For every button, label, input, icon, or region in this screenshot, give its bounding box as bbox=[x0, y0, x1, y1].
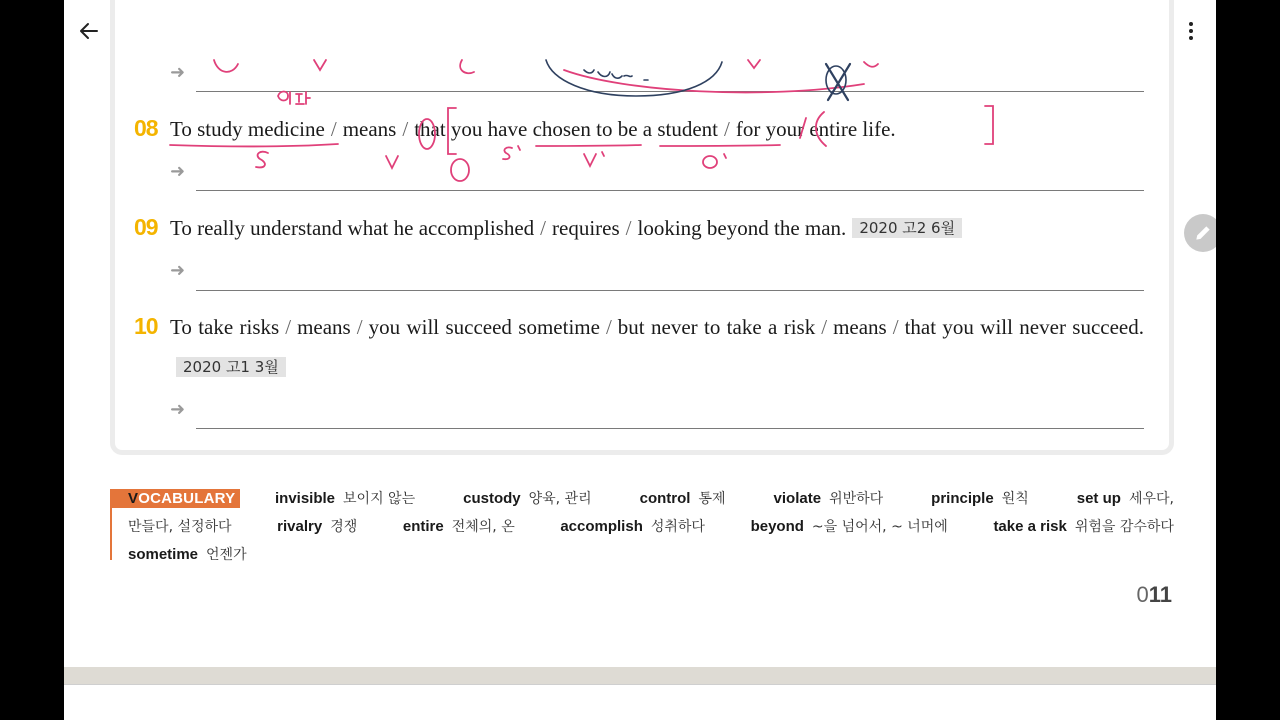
phrase: for your entire life. bbox=[735, 117, 896, 141]
phrase: requires bbox=[552, 216, 620, 240]
more-icon[interactable] bbox=[1174, 14, 1208, 48]
floating-pen-button[interactable] bbox=[1184, 214, 1216, 252]
vocab-entry: beyond ~을 넘어서, ~ 너머에 bbox=[750, 518, 948, 535]
phrase: looking beyond the man. bbox=[637, 216, 847, 240]
vocab-entry: custody 양육, 관리 bbox=[463, 490, 592, 507]
page-number: 011 bbox=[1136, 582, 1172, 607]
notebook-page bbox=[64, 0, 1216, 720]
vocabulary-label: VOCABULARY bbox=[110, 489, 240, 508]
source-badge: 2020 고1 3월 bbox=[176, 357, 286, 377]
vocab-entry: set up 세우다, bbox=[1076, 490, 1174, 507]
phrase: means bbox=[297, 315, 351, 339]
vocab-entry: 만들다, 설정하다 bbox=[128, 519, 232, 535]
answer-line[interactable] bbox=[196, 290, 1144, 291]
vocab-entry: sometime 언젠가 bbox=[128, 546, 247, 563]
vocab-row bbox=[128, 516, 1174, 536]
vocab-entry: invisible 보이지 않는 bbox=[275, 490, 416, 507]
vocab-entry: take a risk 위험을 감수하다 bbox=[993, 518, 1174, 535]
answer-arrow-icon: ➜ bbox=[170, 260, 186, 281]
answer-arrow-icon: ➜ bbox=[170, 161, 186, 182]
phrase: means bbox=[342, 117, 397, 141]
phrase: To really understand what he accomplished bbox=[170, 216, 535, 240]
page-bottom-strip bbox=[64, 667, 1216, 684]
answer-arrow-icon: ➜ bbox=[170, 62, 186, 83]
answer-arrow-icon: ➜ bbox=[170, 399, 186, 420]
source-badge: 2020 고2 6월 bbox=[852, 218, 962, 238]
answer-line[interactable] bbox=[196, 91, 1144, 92]
answer-line[interactable] bbox=[196, 190, 1144, 191]
vocab-entry: control 통제 bbox=[639, 490, 726, 507]
question-sentence: To take risks / means / you will succeed sometime / but never to take a risk / means / that you will never succeed.2020 고1 3월 bbox=[170, 315, 1145, 376]
vocab-entry: entire 전체의, 온 bbox=[402, 518, 515, 535]
phrase: but never to take a risk bbox=[617, 315, 816, 339]
question-sentence: To study medicine / means / that you have chosen to be a student / for your entire life. bbox=[170, 117, 896, 141]
phrase: To take risks bbox=[170, 315, 280, 339]
answer-line[interactable] bbox=[196, 428, 1144, 429]
vocab-entry: violate 위반하다 bbox=[773, 490, 884, 507]
vocab-row bbox=[275, 488, 1174, 508]
question-number: 08 bbox=[134, 115, 158, 141]
vocab-row bbox=[128, 544, 1174, 564]
next-page-edge bbox=[64, 684, 1216, 720]
phrase: you will succeed sometime bbox=[368, 315, 600, 339]
question-number: 09 bbox=[134, 214, 158, 240]
vocab-entry: accomplish 성취하다 bbox=[560, 518, 705, 535]
question-sentence: To really understand what he accomplished / requires / looking beyond the man. 2020 고2 6월 bbox=[170, 208, 1144, 248]
phrase: means bbox=[833, 315, 887, 339]
vocab-entry: rivalry 경쟁 bbox=[277, 518, 358, 535]
phrase: that you have chosen to be a student bbox=[414, 117, 719, 141]
phrase: that you will never succeed. bbox=[904, 315, 1145, 339]
back-icon[interactable] bbox=[72, 14, 106, 48]
vocab-entry: principle 원칙 bbox=[931, 490, 1029, 507]
question-number: 10 bbox=[134, 313, 158, 339]
pencil-icon bbox=[1193, 223, 1213, 243]
phrase: To study medicine bbox=[170, 117, 325, 141]
vocabulary-accent-bar bbox=[110, 508, 112, 560]
vocabulary-section bbox=[110, 486, 1174, 562]
